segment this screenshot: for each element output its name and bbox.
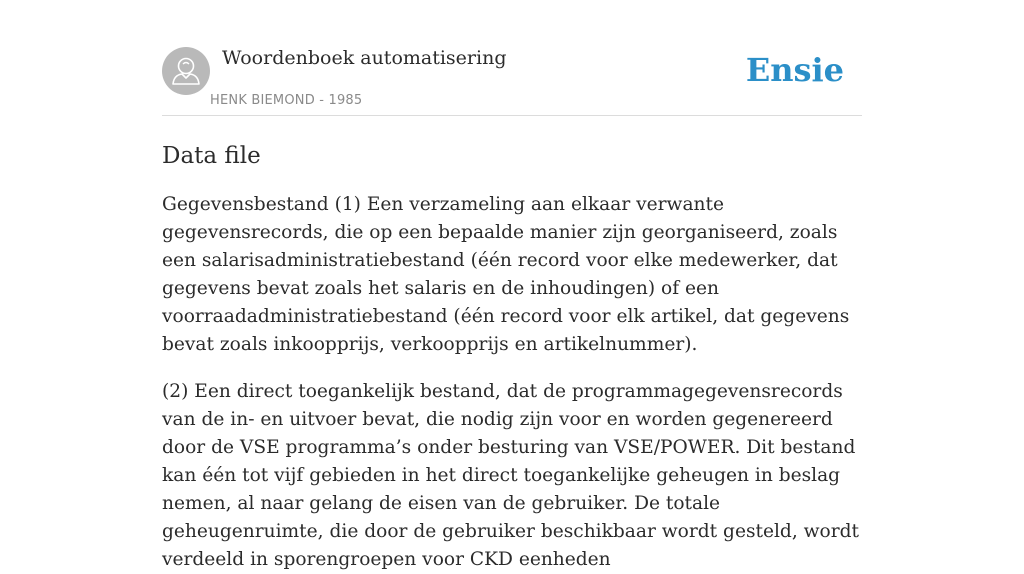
author-name[interactable]: HENK BIEMOND bbox=[210, 93, 315, 108]
book-title[interactable]: Woordenboek automatisering bbox=[222, 47, 507, 69]
publication-year: 1985 bbox=[328, 93, 363, 108]
entry-paragraph: Gegevensbestand (1) Een verzameling aan elkaar verwante gegevensrecords, die op een bepaalde manier zijn georganiseerd, zoals een salarisadministratiebestand (één record voor elke medewerker, dat gegevens bevat zoals het salaris en de inhoudingen) of een voorraadadministratiebestand (één record voor elk artikel, dat gegevens bevat zoals inkoopprijs, verkoopprijs en artikelnummer). bbox=[162, 194, 850, 355]
book-meta bbox=[210, 92, 362, 110]
entry-header bbox=[162, 0, 862, 116]
user-placeholder-icon bbox=[162, 47, 210, 95]
entry-card bbox=[162, 0, 862, 574]
meta-separator: - bbox=[314, 93, 329, 108]
avatar[interactable] bbox=[162, 47, 210, 95]
entry-paragraph: (2) Een direct toegankelijk bestand, dat de programmagegevensrecords van de in- en uitvoer bevat, die nodig zijn voor en worden gegenereerd door de VSE programma’s onder besturing van VSE/POWER. Dit bestand kan één tot vijf gebieden in het direct toegankelijke geheugen in beslag nemen, al naar gelang de eisen van de gebruiker. De totale geheugenruimte, die door de gebruiker beschikbaar wordt gesteld, wordt verdeeld in sporengroepen voor CKD eenheden bbox=[162, 381, 860, 570]
brand-logo-link[interactable]: Ensie bbox=[745, 51, 844, 89]
entry-title: Data file bbox=[162, 143, 261, 169]
